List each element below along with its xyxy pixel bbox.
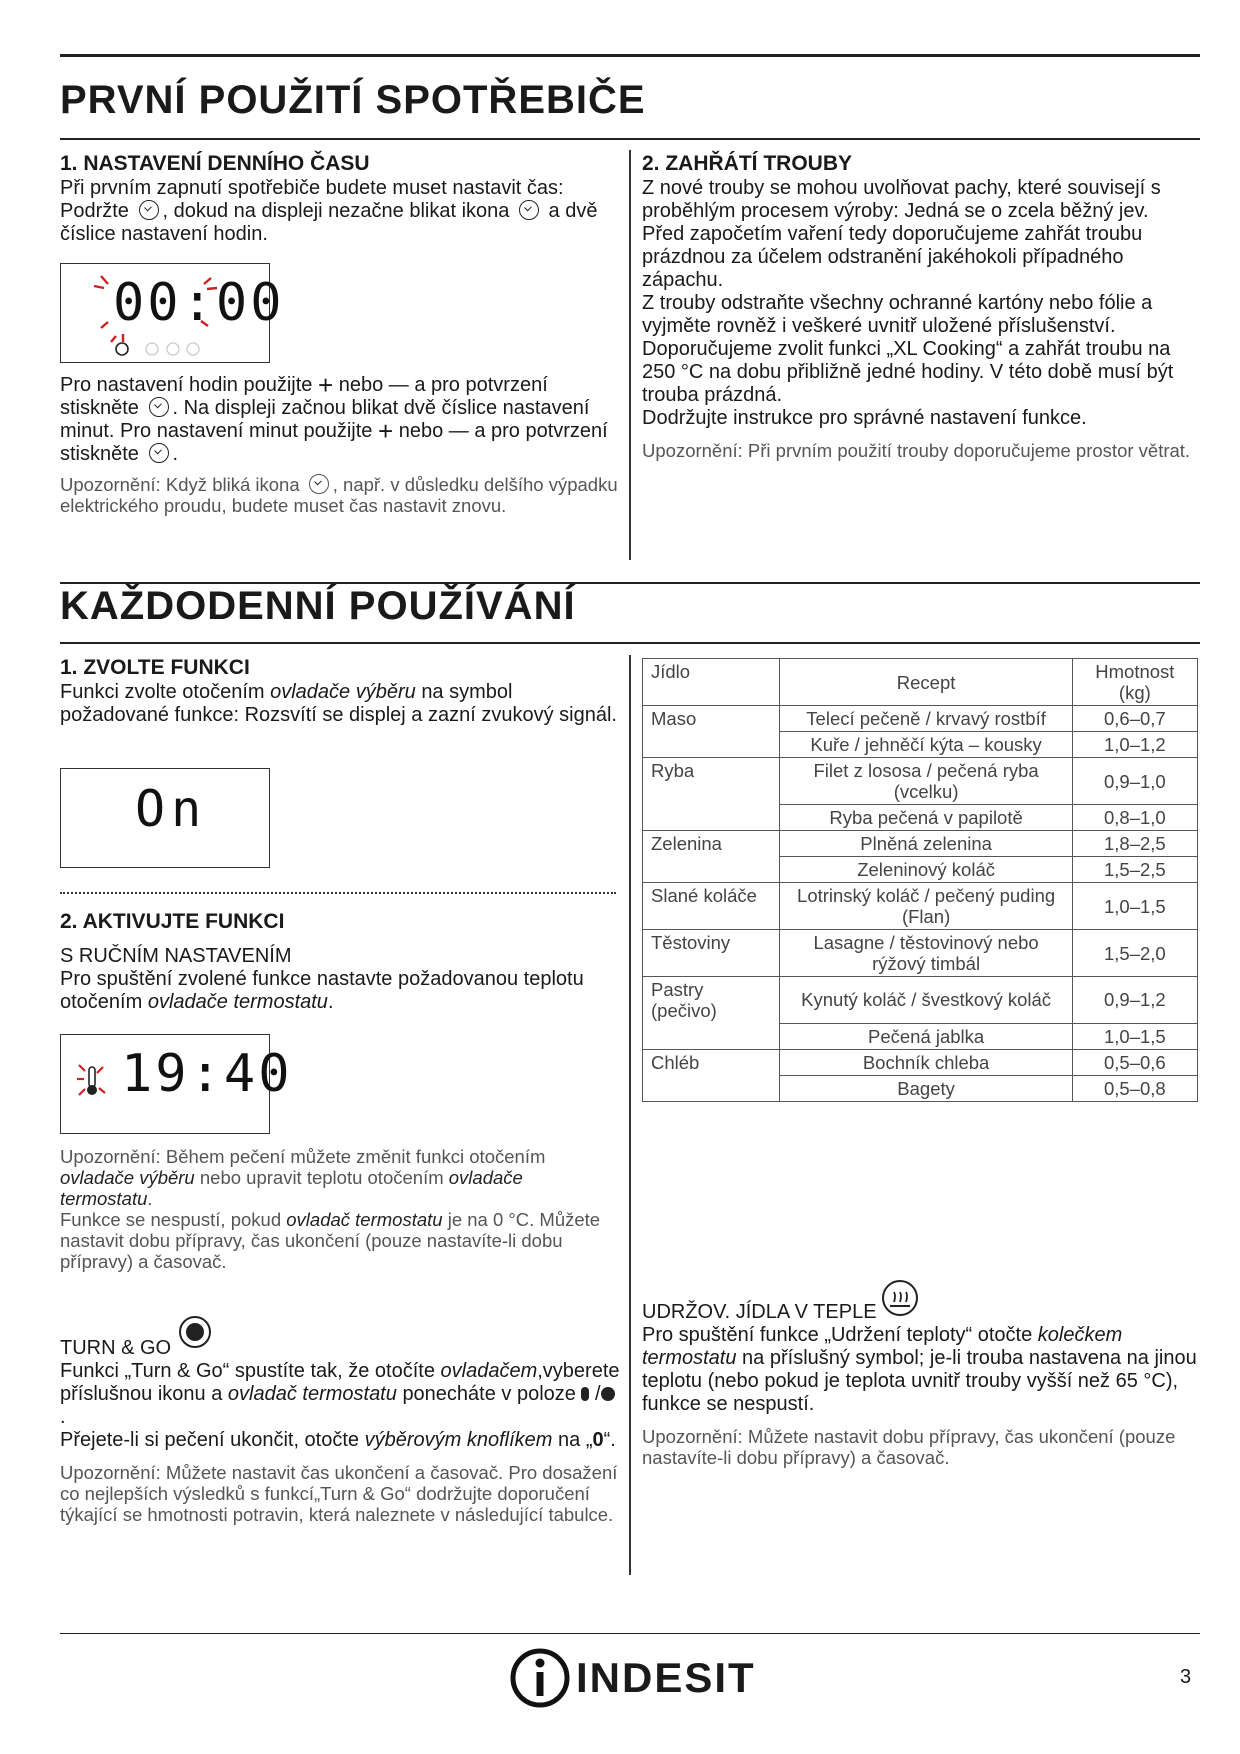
table-cell-recipe: Bochník chleba: [780, 1049, 1072, 1075]
clock-setting-heading: 1. NASTAVENÍ DENNÍHO ČASU: [60, 152, 370, 175]
table-cell-recipe: Bagety: [780, 1075, 1072, 1101]
text-run: 0: [592, 1429, 604, 1451]
text-run: Funkci „Turn & Go“ spustíte tak, že otočíte: [60, 1360, 435, 1382]
table-row: [643, 977, 1198, 1024]
plus-icon: +: [377, 416, 394, 446]
table-cell-weight: 0,5–0,8: [1072, 1075, 1197, 1101]
text-run: je na 0 °C. Můžete nastavit dobu přípravy, čas ukončení (pouze nastavíte-li dobu přípravy) a časovač.: [60, 1209, 601, 1272]
table-cell-weight: 0,9–1,2: [1072, 977, 1197, 1024]
table-cell-weight: 0,9–1,0: [1072, 758, 1197, 805]
text-run: ,vyberete příslušnou ikonu a: [60, 1360, 620, 1405]
table-header-food: Jídlo: [643, 659, 780, 706]
turn-and-go-icon: [177, 1314, 213, 1350]
activate-note-2: [60, 1209, 620, 1272]
keep-warm-note: Upozornění: Můžete nastavit dobu přípravy, čas ukončení (pouze nastavíte-li dobu přípravy) a časovač.: [642, 1426, 1176, 1468]
section-title-first-use: PRVNÍ POUŽITÍ SPOTŘEBIČE: [60, 78, 646, 122]
table-cell-food: [643, 1023, 780, 1049]
activate-function-heading: 2. AKTIVUJTE FUNKCI: [60, 910, 285, 933]
select-function-block: [60, 656, 620, 727]
table-row: [643, 883, 1198, 930]
table-row: [643, 1049, 1198, 1075]
text-run: ovladačem: [440, 1360, 538, 1382]
minus-icon: —: [388, 374, 409, 396]
text-run: Pro spuštění funkce „Udržení teploty“ otočte: [642, 1324, 1033, 1346]
indesit-logo-icon: [508, 1646, 572, 1710]
table-cell-food: [643, 857, 780, 883]
keep-warm-block: [642, 1280, 1198, 1468]
turn-and-go-note: Upozornění: Můžete nastavit čas ukončení a časovač. Pro dosažení co nejlepších výsledků s funkcí„Turn & Go“ dodržujte doporučení týkající se hmotnosti potravin, která naleznete v následující tabulce.: [60, 1462, 618, 1525]
text-run: Funkce se nespustí, pokud: [60, 1209, 282, 1230]
recipe-weight-table: [642, 658, 1198, 1102]
top-rule: [60, 54, 1200, 57]
preheat-heading: 2. ZAHŘÁTÍ TROUBY: [642, 152, 852, 175]
table-cell-recipe: Lasagne / těstovinový nebo rýžový timbál: [780, 930, 1072, 977]
table-row: [643, 1023, 1198, 1049]
clock-button-icon: [139, 200, 159, 220]
table-cell-weight: 0,5–0,6: [1072, 1049, 1197, 1075]
table-row: [643, 758, 1198, 805]
plus-icon: +: [317, 370, 334, 400]
table-cell-weight: 0,6–0,7: [1072, 706, 1197, 732]
text-run: “.: [603, 1429, 616, 1451]
table-cell-food: [643, 805, 780, 831]
column-divider: [629, 150, 631, 560]
text-run: .: [147, 1188, 153, 1209]
clock-display: [60, 263, 285, 363]
table-row: [643, 732, 1198, 758]
text-run: Přejete-li si pečení ukončit, otočte: [60, 1429, 360, 1451]
table-row: [643, 930, 1198, 977]
turn-and-go-text: Funkci „Turn & Go“ spustíte tak, že otočíte ovladačem,vyberete příslušnou ikonu a ovladač termostatu ponecháte v poloze /.: [60, 1360, 620, 1428]
text-run: a dvě číslice nastavení hodin.: [60, 200, 598, 245]
table-cell-recipe: Filet z lososa / pečená ryba (vcelku): [780, 758, 1072, 805]
clock-instructions-text: [60, 370, 620, 466]
table-row: [643, 805, 1198, 831]
table-cell-weight: 1,0–1,5: [1072, 1023, 1197, 1049]
text-run: výběrovým knoflíkem: [364, 1429, 553, 1451]
text-run: Upozornění: Když bliká ikona: [60, 474, 300, 495]
preheat-p3: Z trouby odstraňte všechny ochranné kartóny nebo fólie a vyjměte rovněž i veškeré uvnitř uložené příslušenství.: [642, 292, 1153, 337]
footer-rule: [60, 1633, 1200, 1634]
preheat-column: [642, 152, 1198, 461]
clock-icon: [519, 200, 539, 220]
section-rule: [60, 642, 1200, 644]
keep-warm-text: [642, 1324, 1198, 1416]
thermometer-icon: [73, 1057, 113, 1117]
table-cell-food: Slané koláče: [643, 883, 780, 930]
table-cell-recipe: Lotrinský koláč / pečený puding (Flan): [780, 883, 1072, 930]
text-run: a pro potvrzení stiskněte: [60, 374, 548, 419]
table-cell-recipe: Zeleninový koláč: [780, 857, 1072, 883]
turn-and-go-small-icon: [601, 1387, 615, 1401]
text-run: TURN & GO: [60, 1337, 172, 1359]
section-title-daily-use: KAŽDODENNÍ POUŽÍVÁNÍ: [60, 584, 576, 628]
table-cell-weight: 0,8–1,0: [1072, 805, 1197, 831]
text-run: Funkci zvolte otočením: [60, 681, 265, 703]
clock-setting-column: [60, 152, 620, 246]
table-cell-food: Chléb: [643, 1049, 780, 1075]
text-run: Pro spuštění zvolené funkce nastavte požadovanou teplotu otočením: [60, 968, 584, 1013]
table-cell-food: Zelenina: [643, 831, 780, 857]
text-run: nebo upravit teplotu otočením: [199, 1167, 444, 1188]
text-run: ovladače výběru: [270, 681, 416, 703]
table-cell-recipe: Kynutý koláč / švestkový koláč: [780, 977, 1072, 1024]
text-run: UDRŽOV. JÍDLA V TEPLE: [642, 1301, 877, 1323]
table-cell-recipe: Telecí pečeně / krvavý rostbíf: [780, 706, 1072, 732]
clock-icon: [309, 474, 329, 494]
table-header-row: [643, 659, 1198, 706]
section-rule: [60, 138, 1200, 140]
text-run: na „: [558, 1429, 593, 1451]
table-cell-recipe: Pečená jablka: [780, 1023, 1072, 1049]
clock-setting-text: [60, 177, 620, 246]
text-run: nebo: [338, 374, 384, 396]
text-run: na příslušný symbol; je-li trouba nastavena na jinou teplotu (nebo pokud je teplota uvnitř trouby vyšší než 65 °C), funkce se nespustí.: [642, 1347, 1197, 1415]
table-cell-food: Pastry (pečivo): [643, 977, 780, 1024]
table-header-weight: Hmotnost (kg): [1072, 659, 1197, 706]
preheat-p5: Dodržujte instrukce pro správné nastavení funkce.: [642, 407, 1087, 429]
table-cell-weight: 1,8–2,5: [1072, 831, 1197, 857]
preheat-p1: Z nové trouby se mohou uvolňovat pachy, které souvisejí s proběhlým procesem výroby: Jedná se o zcela běžný jev.: [642, 177, 1161, 222]
manual-setting-text: [60, 968, 620, 1014]
text-run: Pro nastavení hodin použijte: [60, 374, 313, 396]
text-run: Při prvním zapnutí spotřebiče budete muset nastavit čas: Podržte: [60, 177, 564, 222]
text-run: na symbol požadované funkce: Rozsvítí se displej a zazní zvukový signál.: [60, 681, 617, 726]
brand-name: INDESIT: [576, 1654, 756, 1701]
manual-setting-label: S RUČNÍM NASTAVENÍM: [60, 945, 292, 967]
table-cell-food: Ryba: [643, 758, 780, 805]
turn-and-go-block: [60, 1314, 620, 1525]
clock-button-icon: [149, 443, 169, 463]
select-function-text: [60, 681, 620, 727]
table-cell-food: Maso: [643, 706, 780, 732]
time-display: [60, 1034, 293, 1134]
text-run: ponecháte v poloze: [402, 1383, 576, 1405]
activate-note-1: [60, 1146, 620, 1209]
zero-position-icon: [581, 1387, 589, 1401]
activate-function-block: [60, 910, 620, 1014]
keep-warm-icon: [880, 1280, 920, 1320]
text-run: . Na displeji začnou blikat dvě číslice nastavení minut. Pro nastavení minut použijte: [60, 397, 590, 442]
table-cell-weight: 1,5–2,5: [1072, 857, 1197, 883]
text-run: ovladač termostatu: [227, 1383, 397, 1405]
page-number: 3: [1180, 1666, 1192, 1688]
preheat-p2: Před započetím vaření tedy doporučujeme zahřát troubu prázdnou za účelem odstranění jakéhokoli případného zápachu.: [642, 223, 1143, 291]
table-cell-food: [643, 1075, 780, 1101]
text-run: Upozornění: Během pečení můžete změnit funkci otočením: [60, 1146, 546, 1167]
turn-and-go-title: [60, 1314, 620, 1360]
select-function-heading: 1. ZVOLTE FUNKCI: [60, 656, 250, 679]
text-run: .: [327, 991, 334, 1013]
text-run: ovladače termostatu: [147, 991, 328, 1013]
column-divider: [629, 655, 631, 1575]
text-run: kolečkem termostatu: [642, 1324, 1123, 1369]
time-digits: 19:40: [121, 1044, 293, 1104]
minus-icon: —: [448, 420, 469, 442]
text-run: , např. v důsledku delšího výpadku elektrického proudu, budete muset čas nastavit znovu.: [60, 474, 618, 516]
text-run: .: [172, 443, 179, 465]
clock-note: [60, 474, 620, 516]
activate-notes: [60, 1146, 620, 1272]
table-row: [643, 1075, 1198, 1101]
turn-and-go-stop-text: [60, 1429, 620, 1452]
text-run: ovladač termostatu: [286, 1209, 443, 1230]
on-display: [60, 768, 270, 868]
table-cell-recipe: Kuře / jehněčí kýta – kousky: [780, 732, 1072, 758]
brand-logo: [508, 1650, 756, 1706]
table-cell-weight: 1,5–2,0: [1072, 930, 1197, 977]
table-header-recipe: Recept: [780, 659, 1072, 706]
table-cell-food: Těstoviny: [643, 930, 780, 977]
clock-instructions: [60, 370, 620, 516]
text-run: ovladače termostatu: [60, 1167, 523, 1209]
text-run: ovladače výběru: [60, 1167, 195, 1188]
preheat-p4: Doporučujeme zvolit funkci „XL Cooking“ a zahřát troubu na 250 °C na dobu přibližně jedné hodiny. V této době musí být trouba prázdná.: [642, 338, 1174, 406]
text-run: , dokud na displeji nezačne blikat ikona: [162, 200, 510, 222]
preheat-note: Upozornění: Při prvním použití trouby doporučujeme prostor větrat.: [642, 440, 1191, 461]
table-cell-recipe: Plněná zelenina: [780, 831, 1072, 857]
table-row: [643, 831, 1198, 857]
table-cell-weight: 1,0–1,2: [1072, 732, 1197, 758]
text-run: a pro potvrzení stiskněte: [60, 420, 608, 465]
table-row: [643, 706, 1198, 732]
table-cell-recipe: Ryba pečená v papilotě: [780, 805, 1072, 831]
on-display-text: On: [135, 780, 208, 838]
clock-button-icon: [149, 397, 169, 417]
text-run: /: [595, 1383, 601, 1405]
clock-digits: 00:00: [113, 273, 285, 333]
table-cell-weight: 1,0–1,5: [1072, 883, 1197, 930]
text-run: nebo: [398, 420, 444, 442]
keep-warm-title: [642, 1280, 1198, 1324]
table-cell-food: [643, 732, 780, 758]
table-row: [643, 857, 1198, 883]
dotted-separator: [60, 892, 616, 894]
